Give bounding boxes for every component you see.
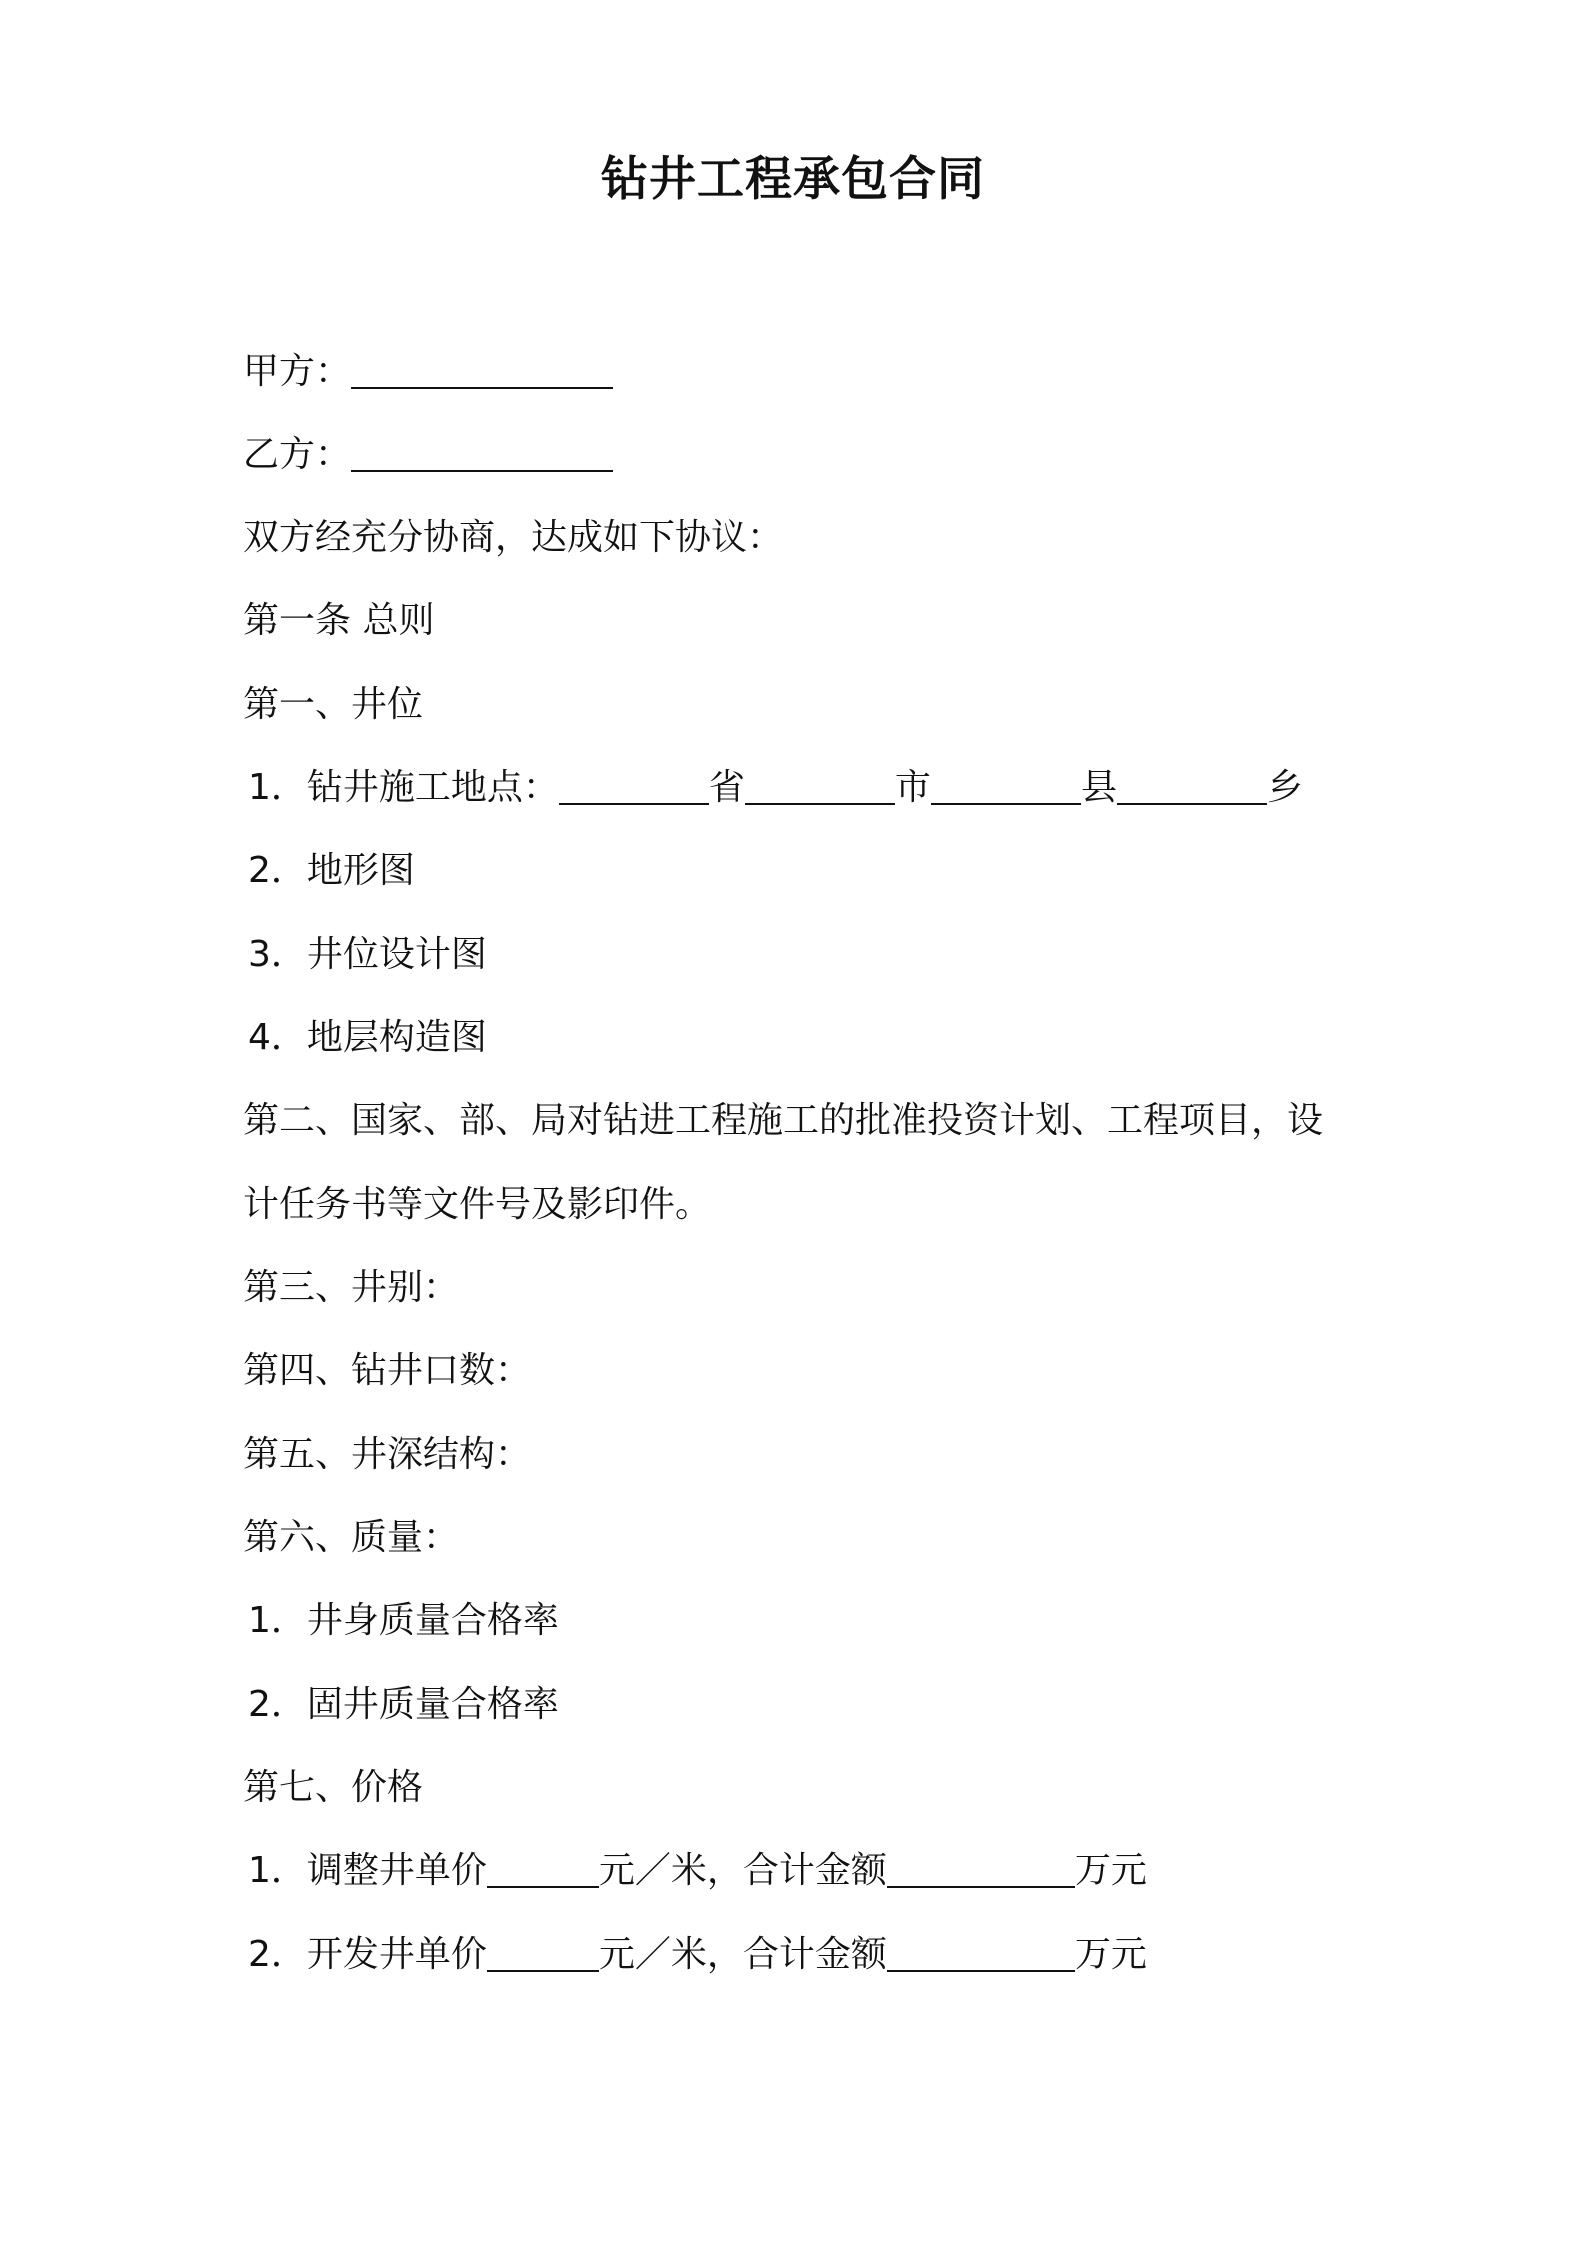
- city-blank: [745, 765, 895, 805]
- section-1-item-4: 4．地层构造图: [248, 1017, 487, 1058]
- section-1-item-3: 3．井位设计图: [248, 934, 487, 975]
- township-label: 乡: [1266, 767, 1303, 808]
- party-b-label: 乙方：: [243, 434, 352, 475]
- adjust-well-prefix: 1．调整井单价: [248, 1850, 487, 1891]
- section-6-heading: 第六、质量：: [243, 1517, 460, 1558]
- section-7-item-2: [248, 1930, 1147, 1980]
- section-6-item-1: 1．井身质量合格率: [248, 1600, 559, 1641]
- county-blank: [931, 765, 1081, 805]
- county-label: 县: [1080, 767, 1117, 808]
- province-blank: [559, 765, 709, 805]
- section-5-heading: 第五、井深结构：: [243, 1434, 532, 1475]
- article-1-heading: 第一条 总则: [243, 600, 435, 641]
- section-1-item-2: 2．地形图: [248, 850, 415, 891]
- section-4-heading: 第四、钻井口数：: [243, 1350, 532, 1391]
- adjust-well-total-blank: [887, 1848, 1075, 1888]
- section-2-line-1: 第二、国家、部、局对钻进工程施工的批准投资计划、工程项目，设: [243, 1100, 1324, 1141]
- party-a-blank: [351, 349, 613, 389]
- township-blank: [1117, 765, 1267, 805]
- dev-well-unit: 元／米，合计金额: [598, 1934, 887, 1975]
- adjust-well-unit: 元／米，合计金额: [598, 1850, 887, 1891]
- intro-text: 双方经充分协商，达成如下协议：: [243, 517, 784, 558]
- party-b-line: [243, 430, 613, 480]
- dev-well-price-blank: [487, 1932, 599, 1972]
- party-a-line: [243, 347, 613, 397]
- province-label: 省: [708, 767, 745, 808]
- section-7-heading: 第七、价格: [243, 1767, 424, 1808]
- party-b-blank: [351, 432, 613, 472]
- section-7-item-1: [248, 1846, 1147, 1896]
- section-1-item-1: [248, 763, 1303, 813]
- section-1-heading: 第一、井位: [243, 684, 424, 725]
- dev-well-suffix: 万元: [1074, 1934, 1147, 1975]
- party-a-label: 甲方：: [243, 351, 352, 392]
- section-6-item-2: 2．固井质量合格率: [248, 1684, 559, 1725]
- document-title: 钻井工程承包合同: [601, 152, 985, 207]
- adjust-well-price-blank: [487, 1848, 599, 1888]
- adjust-well-suffix: 万元: [1074, 1850, 1147, 1891]
- location-prefix: 1．钻井施工地点：: [248, 767, 559, 808]
- section-3-heading: 第三、井别：: [243, 1267, 460, 1308]
- section-2-line-2: 计任务书等文件号及影印件。: [243, 1184, 712, 1225]
- dev-well-total-blank: [887, 1932, 1075, 1972]
- dev-well-prefix: 2．开发井单价: [248, 1934, 487, 1975]
- city-label: 市: [894, 767, 931, 808]
